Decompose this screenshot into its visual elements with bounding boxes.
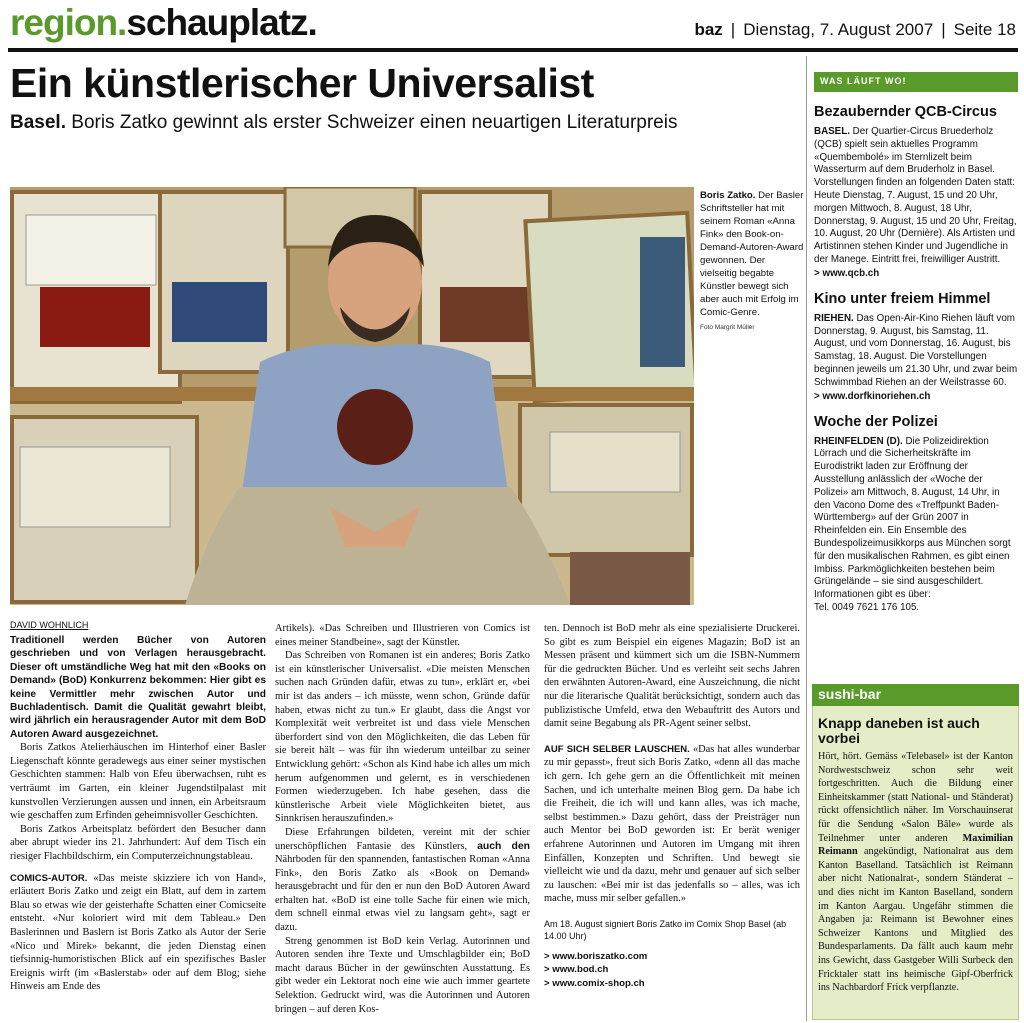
sushi-bar-body <box>813 750 1018 995</box>
caption-name: Boris Zatko. <box>700 190 756 201</box>
article-photo <box>10 187 694 605</box>
column-divider <box>806 56 807 1021</box>
paragraph-text: «Das hat alles wunderbar zu mir gepasst», freut sich Boris Zatko, «denn all das mache ich gern. Ich gehe gern an die Öffentlichkeit mit meinen Sachen, und ich unterhalte meinen Blog gern. Da habe ich die Freiheit, die ich will und kann alles, was ich mache, selbst bestimmen.» Dazu gehört, dass der Preisträger nun auch Mentor bei BoD geworden ist: Er berät weniger erfahrene Autorinnen und Autoren im Umgang mit ihren Einfällen, Konzepten und Schriften. Und bewegt sie vielleicht wie und da dazu, mehr und genauer auf sich selber zu lauschen: «Bei mir ist das jedenfalls so – alles, was ich mache, muss mir selber gefallen.» <box>544 743 801 905</box>
paragraph-text: Diese Erfahrungen bildeten, vereint mit der schier unerschöpflichen Fantasie des Künstlers, <box>275 826 530 852</box>
article-column-1 <box>10 634 266 994</box>
event-body <box>814 436 1018 602</box>
event-text: Der Quartier-Circus Bruederholz (QCB) spielt sein aktuelles Programm «Quembembolé» im Sternlizelt beim Wasserturm auf dem Bruderholz in Basel. Vorstellungen finden an folgenden Daten statt: Heute Dienstag, 7. August, 15 und 20 Uhr, morgen Mittwoch, 8. August, 18 Uhr, Donnerstag, 9. August, 15 und 20 Uhr, Freitag, 10. August, 20 Uhr (Dernière). Als Artisten und Artistinnen stehen Kinder und Jugendliche in der Manege. Eintritt frei, freiwilliger Austritt. <box>814 126 1017 265</box>
event-phone: Tel. 0049 7621 176 105. <box>814 601 920 613</box>
article-column-3 <box>544 622 800 990</box>
photo-credit: Foto Margrit Müller <box>700 324 755 331</box>
sushi-bar-box <box>812 684 1019 1020</box>
link-bod[interactable]: > www.bod.ch <box>544 964 609 976</box>
paragraph-with-kicker <box>544 743 800 906</box>
event-title: Kino unter freiem Himmel <box>814 290 991 307</box>
article-lead: Traditionell werden Bücher von Autoren geschrieben und von Verlagen herausgebracht. Dieser oft umständliche Weg hat mit den «Books on Demand» (BoD) Konkurrenz bekommen: Hier gibt es keine Vermittler mehr zwischen Autor und Buchladentisch. Damit die Qualität gewahrt bleibt, wird jährlich ein herausragender Autor mit dem BoD Autoren Award ausgezeichnet. <box>10 635 266 740</box>
event-place: BASEL. <box>814 126 850 137</box>
link-boriszatko[interactable]: > www.boriszatko.com <box>544 950 648 962</box>
section-title <box>10 2 317 44</box>
event-body <box>814 126 1018 267</box>
sidebar-events <box>814 72 1018 615</box>
paragraph <box>275 826 530 935</box>
section-title-part2: schauplatz. <box>126 2 317 43</box>
paragraph: Das Schreiben von Romanen ist ein anderes; Boris Zatko ist ein künstlerischer Universalist. «Die meisten Menschen suchen nach Gründen dafür, etwas zu tun», erklärt er, «bei mir ist das anders – ich müsste, wenn schon, Gründe dafür haben, etwas nicht zu tun.» Er glaubt, dass die Angst vor Komplexität weit verbreitet ist und dass viele Menschen überfordert sind von den Möglichkeiten, die das Leben für sie bereit hält – was für ihn wiederum unteilbar zu seiner Entwicklung gehört: «Schon als Kind habe ich alles um mich herum aufgenommen und gelernt, es in verschiedenen Formen wiederzugeben. Ich habe gesehen, dass die künstlerische Arbeit viele Möglichkeiten bietet, aus Sinnkrisen herauszufinden.» <box>275 650 530 825</box>
paragraph: Artikels). «Das Schreiben und Illustrieren von Comics ist eines meiner Standbeine», sagt der Künstler. <box>275 623 530 648</box>
kicker-lauschen: AUF SICH SELBER LAUSCHEN. <box>544 743 690 755</box>
article-headline: Ein künstlerischer Universalist <box>10 60 594 106</box>
paragraph-text: «Das meiste skizziere ich von Hand», erläutert Boris Zatko und zeigt ein Blatt, auf dem in zartem Blau so etwas wie der geisterhafte Schatten einer Comicseite entsteht. «Nur koloriert wird mit dem Tableau.» Den Baslerinnen und Baslern ist Boris Zatko als Autor der Serie «Nico und Mirek» bekannt, die jeden Dienstag einen tiefsinnig-humoristischen Blick auf ein spezifisches Basler Ereignis wirft (im «Baslerstab» oder auf dem Blog; siehe Hinweis am Ende des <box>10 872 266 993</box>
event-place: RIEHEN. <box>814 312 854 324</box>
event-place: RHEINFELDEN (D). <box>814 435 903 447</box>
article-subhead <box>10 112 677 134</box>
kicker-comics-autor: COMICS-AUTOR. <box>10 872 88 884</box>
event-text: Das Open-Air-Kino Riehen läuft vom Donnerstag, 9. August, bis Samstag, 11. August, und vom Donnerstag, 16. August, bis Samstag, 18. August. Die Vorstellungen beginnen jeweils um 21.30 Uhr, und zwar beim Schwimmbad Riehen an der Weilstrasse 60. <box>814 312 1018 388</box>
event-link[interactable]: > www.qcb.ch <box>814 267 880 279</box>
paragraph: Boris Zatkos Atelierhäuschen im Hinterhof einer Basler Liegenschaft könnte geradewegs aus einer seiner mystischen Geschichten stammen: Halb von Efeu überwachsen, ruht es verträumt im Garten, ein kleiner Jugendstilpalast mit kunstvollen Verzierungen aussen und innen, ein Arbeitsraum wie geschaffen zum Erfinden geheimnisvoller Geschichten. <box>10 742 266 822</box>
article-column-2 <box>275 622 530 1016</box>
section-title-part1: region. <box>10 2 127 43</box>
masthead <box>8 2 1018 48</box>
event-link[interactable]: > www.dorfkinoriehen.ch <box>814 390 931 402</box>
paper-name: baz <box>694 20 723 39</box>
page-number: Seite 18 <box>953 20 1016 39</box>
event-body <box>814 313 1018 390</box>
sidebar-banner: WAS LÄUFT WO! <box>814 72 1018 92</box>
highlight-text: auch den <box>477 840 530 852</box>
issue-date: Dienstag, 7. August 2007 <box>743 20 934 39</box>
event-text: Die Polizeidirektion Lörrach und die Sicherheitskräfte im Eurodistrikt laden zur Eröffnung der Ausstellung anlässlich der «Woche der Polizei» am Mittwoch, 8. August, 14 Uhr, in den Vacono Dome des «Treffpunkt Baden-Württemberg» auf der Grün 2007 in Rheinfelden ein. Ein Ensemble des Bundespolizeimusikkorps aus München sorgt für den musikalischen Rahmen, es gibt einen Imbiss. Parkmöglichkeiten bestehen beim Grüngelände – sie sind ausgeschildert. Informationen gibt es über: <box>814 435 1011 601</box>
event-title: Woche der Polizei <box>814 413 938 430</box>
sushi-name: Maximilian Reimann <box>818 832 1014 858</box>
sushi-bar-title: Knapp daneben ist auch vorbei <box>818 715 980 746</box>
link-list <box>544 950 800 991</box>
photo-caption <box>700 189 804 334</box>
subhead-place: Basel. <box>10 112 66 133</box>
issue-info: baz | Dienstag, 7. August 2007 | Seite 18 <box>694 20 1016 39</box>
paragraph: Boris Zatkos Arbeitsplatz befördert den Besucher dann aber abrupt wieder ins 21. Jahrhundert: Auf dem Tisch ein riesiger Flachbildschirm, ein Computerzeichnungstableau. <box>10 823 266 862</box>
paragraph-text: Nährboden für den spannenden, fantastischen Roman «Anna Fink», den Boris Zatko als «Book on Demand» herausgebracht und für den er nun den BoD Autoren Award erhalten hat. «BoD ist eine tolle Sache für einen wie mich, dem schnell einmal etwas viel zu langsam geht», sagt er dazu. <box>275 854 530 934</box>
masthead-rule <box>8 48 1018 52</box>
photo-illustration <box>10 187 694 605</box>
sushi-text: angekündigt, Nationalrat aus dem Kanton Baselland. Tatsächlich ist Reimann aber nicht Nationalrat-, sondern Ständerat – und dies nicht im Kanton Baselland, sondern im Kanton Aargau. Ungefähr stimmen die Angaben ja: Reimann ist Bewohner eines Schweizer Kantons und Mitglied des Bundesparlaments. Da fällt auch kaum mehr ins Gewicht, dass Gastgeber Willi Surbeck den Fricktaler statt ins heimische Gipf-Oberfrick ins Nachbardorf Frick verpflanzte. <box>818 846 1014 994</box>
paragraph: Streng genommen ist BoD kein Verlag. Autorinnen und Autoren senden ihre Texte und Umschlagbilder ein; BoD macht daraus Bücher in der gewünschten Ausstattung. Es gibt weder ein Lektorat noch eine wie auch immer geartete Selektion. Gedruckt wird, was die Autorinnen und Autoren bringen – auf deren Kos- <box>275 935 530 1015</box>
sushi-text: Hört, hört. Gemäss «Telebasel» ist der Kanton Nordwestschweiz schon sehr weit fortgeschritten. Auch die Bildung einer Einheitskammer (statt National- und Ständerat) rückt offensichtlich näher. Im Vorschauinserat für die Sendung «Salon Bâle» wurde als Teilnehmer unter anderen <box>818 751 1013 844</box>
link-comix-shop[interactable]: > www.comix-shop.ch <box>544 977 645 989</box>
paragraph: ten. Dennoch ist BoD mehr als eine spezialisierte Druckerei. So gibt es zum Beispiel ein eigenes Magazin; BoD ist an Messen präsent und kümmert sich um die ISBN-Nummern für die gedruckten Bücher. Und es verleiht seit sechs Jahren den erwähnten Autoren-Award, eine Auszeichnung, die nicht nur die literarische Qualität berücksichtigt, sondern auch das publizistische Umfeld, etwa den Webauftritt des Autors und damit seine Begabung als PR-Agent seiner selbst. <box>544 623 800 730</box>
event-note: Am 18. August signiert Boris Zatko im Comix Shop Basel (ab 14.00 Uhr) <box>544 918 787 941</box>
paragraph-with-kicker <box>10 872 266 994</box>
byline: DAVID WOHNLICH <box>10 620 89 630</box>
sushi-bar-tag: sushi-bar <box>812 684 1019 706</box>
event-title: Bezaubernder QCB-Circus <box>814 104 997 120</box>
subhead-text: Boris Zatko gewinnt als erster Schweizer einen neuartigen Literaturpreis <box>71 112 678 133</box>
caption-text: Der Basler Schriftsteller hat mit seinem Roman «Anna Fink» den Book-on-Demand-Autoren-Award gewonnen. Der vielseitig begabte Künstler bewegt sich aber auch mit Erfolg im Comic-Genre. <box>700 190 804 318</box>
